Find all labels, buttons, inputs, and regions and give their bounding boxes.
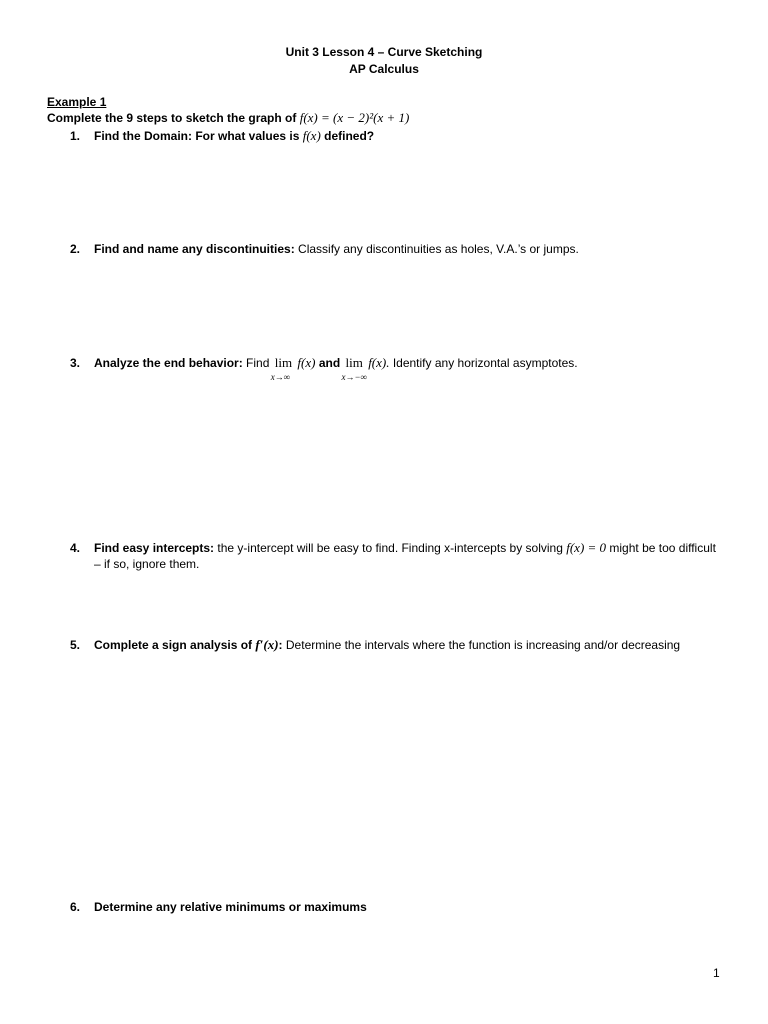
- page-title: Unit 3 Lesson 4 – Curve Sketching: [285, 45, 483, 59]
- step-text: For what values is: [195, 129, 300, 143]
- step-text-after: Identify any horizontal asymptotes.: [392, 356, 578, 370]
- step-text: Determine the intervals where the function is increasing and/or decreasing: [285, 638, 681, 652]
- step-2: [70, 241, 720, 257]
- step-heading-colon: :: [278, 638, 283, 652]
- lim-subscript: x→−∞: [341, 372, 367, 382]
- step-text-after: defined?: [324, 129, 375, 143]
- step-heading: Determine any relative minimums or maximums: [94, 900, 367, 914]
- step-heading: Find the Domain:: [94, 129, 192, 143]
- step-text: the y-intercept will be easy to find. Finding x-intercepts by solving: [217, 541, 563, 555]
- step-6: [70, 899, 720, 915]
- step-5: [70, 637, 720, 653]
- lim-word: lim: [345, 355, 363, 370]
- step-4: [70, 540, 720, 572]
- page-header: [0, 44, 768, 78]
- step-math: f(x) = 0: [566, 540, 607, 555]
- step-math: f(x).: [368, 355, 390, 370]
- step-heading: Analyze the end behavior:: [94, 356, 243, 370]
- step-number: 4.: [70, 541, 81, 555]
- step-3: [70, 355, 720, 382]
- example-instruction: [47, 110, 737, 126]
- step-text: Classify any discontinuities as holes, V.A.’s or jumps.: [298, 242, 579, 256]
- step-math: f(x): [297, 355, 316, 370]
- step-math: f(x): [302, 128, 321, 143]
- page-subtitle: AP Calculus: [349, 62, 419, 76]
- example-title: Example 1: [47, 95, 107, 109]
- lim-word: lim: [274, 355, 293, 370]
- lim-subscript: x→∞: [270, 372, 291, 382]
- step-text-after: might be too difficult – if so, ignore them.: [94, 541, 716, 571]
- limit-negative-infinity: [341, 355, 367, 382]
- step-1: [70, 128, 720, 144]
- step-number: 1.: [70, 129, 81, 143]
- step-number: 2.: [70, 242, 81, 256]
- step-number: 5.: [70, 638, 81, 652]
- step-and: and: [318, 356, 341, 370]
- step-number: 3.: [70, 356, 81, 370]
- function-expression: f(x) = (x − 2)²(x + 1): [299, 110, 410, 125]
- step-math: f′(x): [255, 637, 279, 652]
- example-block: [47, 94, 737, 126]
- step-heading: Find easy intercepts:: [94, 541, 215, 555]
- step-find: Find: [246, 356, 270, 370]
- page-number: 1: [713, 966, 720, 980]
- step-heading: Complete a sign analysis of: [94, 638, 253, 652]
- limit-positive-infinity: [270, 355, 293, 382]
- instruction-text: Complete the 9 steps to sketch the graph of: [47, 111, 297, 125]
- step-heading: Find and name any discontinuities:: [94, 242, 295, 256]
- step-number: 6.: [70, 900, 81, 914]
